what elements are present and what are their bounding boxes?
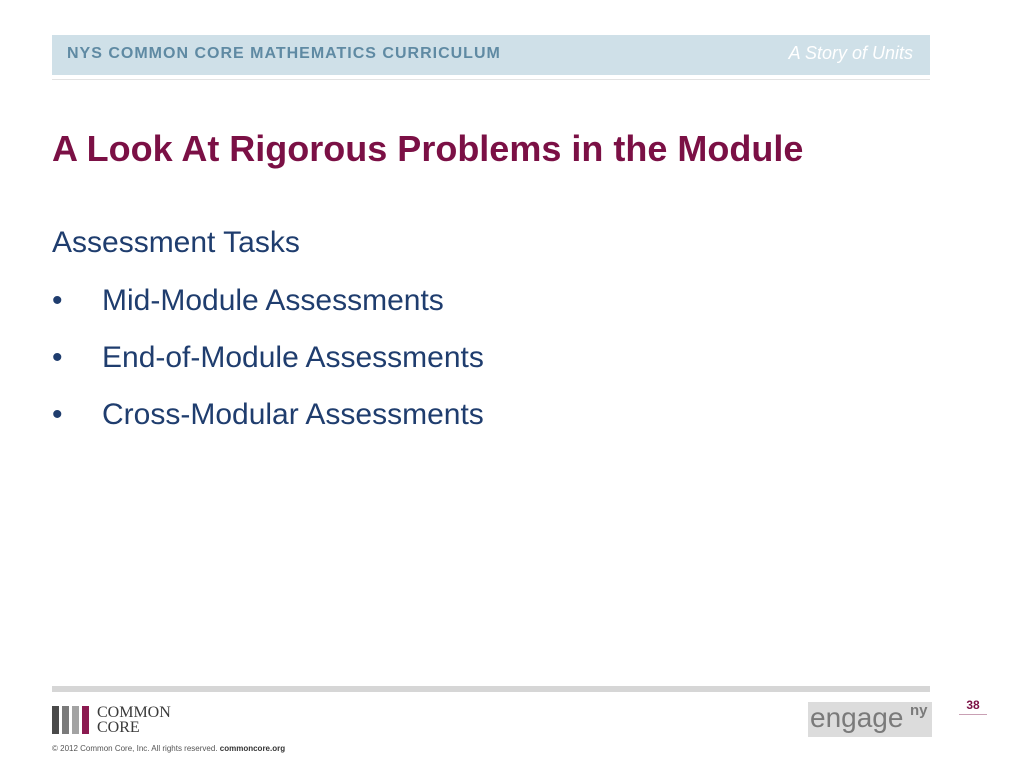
header-divider [52, 79, 930, 80]
bullet-item-end-of-module [52, 341, 484, 398]
bullet-list [52, 284, 484, 455]
curriculum-title: NYS COMMON CORE MATHEMATICS CURRICULUM [67, 45, 501, 62]
page-number: 38 [959, 698, 987, 715]
logo-line-common: COMMON [97, 704, 171, 721]
slide-title: A Look At Rigorous Problems in the Module [52, 128, 804, 169]
bullet-text: Cross-Modular Assessments [102, 398, 484, 431]
header-band [52, 35, 930, 75]
bullet-marker: • [52, 398, 63, 431]
engageny-logo [808, 702, 932, 737]
bullet-text: End-of-Module Assessments [102, 341, 484, 374]
copyright-notice [52, 744, 285, 753]
bullet-marker: • [52, 341, 63, 374]
story-of-units-label: A Story of Units [788, 43, 913, 63]
footer-divider [52, 686, 930, 692]
ny-superscript: ny [910, 702, 928, 719]
common-core-logo [52, 705, 171, 735]
engage-wordmark: engage [810, 702, 904, 733]
bullet-item-cross-modular [52, 398, 484, 455]
bullet-text: Mid-Module Assessments [102, 284, 444, 317]
bullet-marker: • [52, 284, 63, 317]
bullet-item-mid-module [52, 284, 484, 341]
commoncore-link[interactable]: commoncore.org [219, 744, 286, 753]
logo-line-core: CORE [97, 719, 140, 736]
common-core-bars-icon [52, 706, 89, 734]
copyright-text: © 2012 Common Core, Inc. All rights reserved. [52, 744, 218, 753]
assessment-tasks-heading: Assessment Tasks [52, 226, 300, 259]
